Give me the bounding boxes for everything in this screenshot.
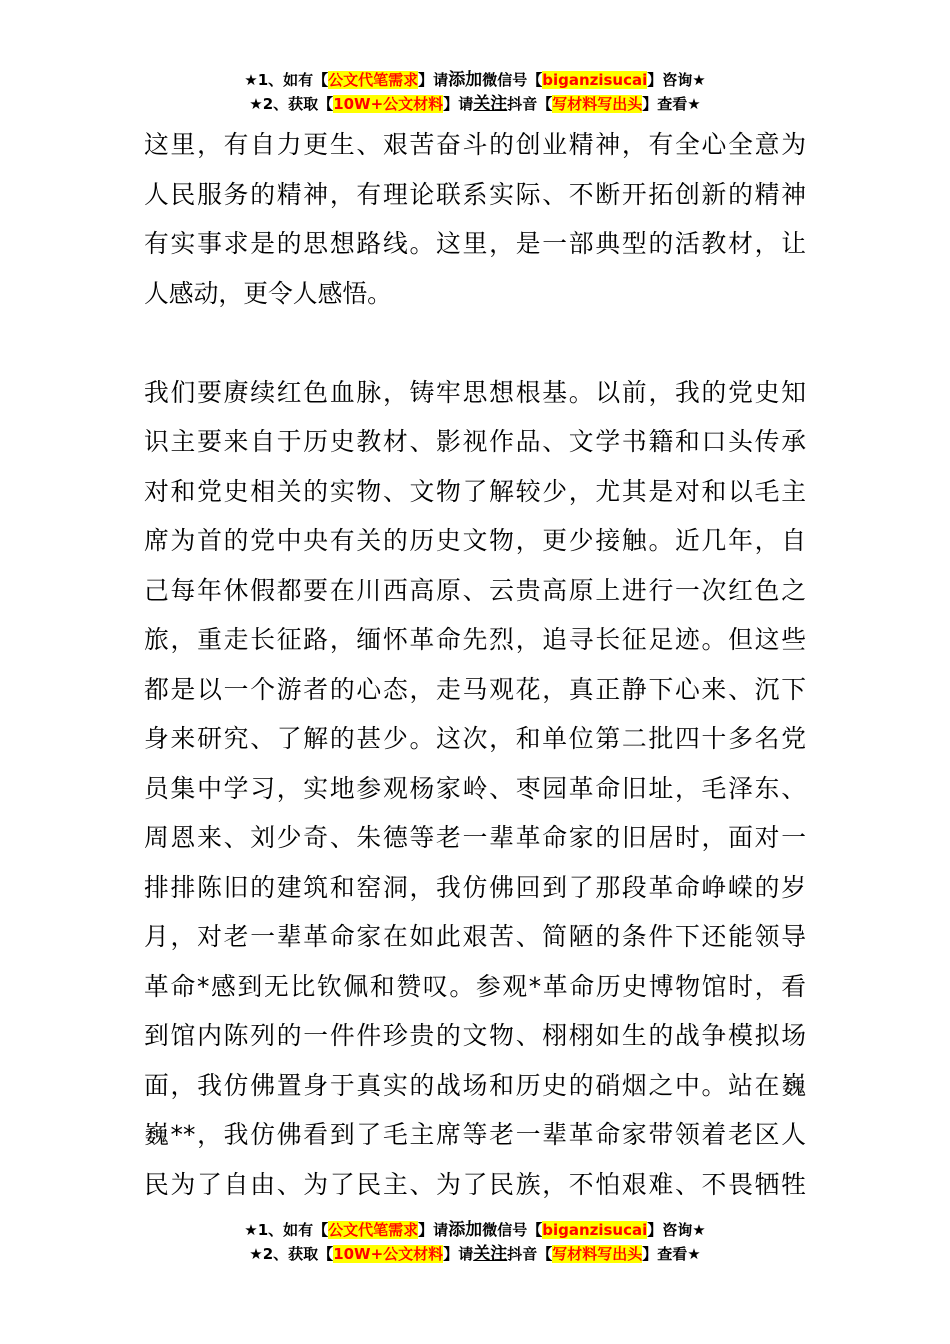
document-body: [144, 120, 806, 1209]
paragraph-gap: [144, 318, 806, 368]
footer-text: 】请: [443, 1245, 474, 1263]
text-line: 员集中学习，实地参观杨家岭、枣园革命旧址，毛泽东、: [144, 773, 806, 803]
footer-text: 】查看★: [642, 1245, 701, 1263]
paragraph-2: [144, 368, 806, 1210]
footer-text: ★2、获取【: [249, 1245, 334, 1263]
text-line: 旅，重走长征路，缅怀革命先烈，追寻长征足迹。但这些: [144, 625, 806, 654]
footer-text: 】咨询★: [647, 1221, 706, 1239]
text-line: 身来研究、了解的甚少。这次，和单位第二批四十多名党: [144, 724, 806, 753]
text-line: 人民服务的精神，有理论联系实际、不断开拓创新的精神: [144, 179, 806, 209]
header-text: ★2、获取【: [249, 95, 334, 113]
text-line: 到馆内陈列的一件件珍贵的文物、栩栩如生的战争模拟场: [144, 1021, 806, 1050]
footer-emphasis: 添加: [448, 1220, 483, 1240]
text-line: 民为了自由、为了民主、为了民族，不怕艰难、不畏牺牲: [144, 1169, 806, 1199]
header-emphasis: 添加: [448, 70, 483, 90]
footer-banner: [0, 1218, 950, 1266]
footer-text: ★1、如有【: [244, 1221, 329, 1239]
text-line: 己每年休假都要在川西高原、云贵高原上进行一次红色之: [144, 575, 806, 605]
footer-douyin-id: 写材料写出头: [552, 1245, 643, 1263]
header-line-1: [0, 68, 950, 92]
header-highlight: 10W+公文材料: [333, 95, 444, 113]
text-line: 我们要赓续红色血脉，铸牢思想根基。以前，我的党史知: [144, 377, 806, 407]
text-line: 这里，有自力更生、艰苦奋斗的创业精神，有全心全意为: [144, 130, 806, 159]
text-line: 席为首的党中央有关的历史文物，更少接触。近几年，自: [144, 526, 806, 555]
text-line: 面，我仿佛置身于真实的战场和历史的硝烟之中。站在巍: [144, 1070, 806, 1100]
text-line: 周恩来、刘少奇、朱德等老一辈革命家的旧居时，面对一: [144, 823, 806, 852]
header-text: 抖音【: [507, 95, 553, 113]
text-line: 排排陈旧的建筑和窑洞，我仿佛回到了那段革命峥嵘的岁: [144, 872, 806, 902]
text-line: 革命*感到无比钦佩和赞叹。参观*革命历史博物馆时，看: [144, 971, 806, 1001]
footer-highlight: 公文代笔需求: [328, 1221, 419, 1239]
text-line: 人感动，更令人感悟。: [144, 278, 392, 308]
footer-text: 抖音【: [507, 1245, 553, 1263]
header-text: 】请: [443, 95, 474, 113]
footer-text: 微信号【: [482, 1221, 543, 1239]
footer-emphasis: 关注: [473, 1244, 508, 1264]
footer-wechat-id: biganzisucai: [542, 1221, 648, 1239]
header-text: 微信号【: [482, 71, 543, 89]
header-wechat-id: biganzisucai: [542, 71, 648, 89]
header-highlight: 公文代笔需求: [328, 71, 419, 89]
footer-highlight: 10W+公文材料: [333, 1245, 444, 1263]
footer-text: 】请: [418, 1221, 449, 1239]
header-banner: [0, 68, 950, 116]
header-text: 】咨询★: [647, 71, 706, 89]
header-douyin-id: 写材料写出头: [552, 95, 643, 113]
text-line: 有实事求是的思想路线。这里，是一部典型的活教材，让: [144, 229, 806, 258]
text-line: 巍**，我仿佛看到了毛主席等老一辈革命家带领着老区人: [144, 1120, 806, 1149]
header-line-2: [0, 92, 950, 116]
paragraph-1: [144, 120, 806, 318]
header-text: ★1、如有【: [244, 71, 329, 89]
text-line: 识主要来自于历史教材、影视作品、文学书籍和口头传承: [144, 427, 806, 456]
header-emphasis: 关注: [473, 94, 508, 114]
text-line: 月，对老一辈革命家在如此艰苦、简陋的条件下还能领导: [144, 922, 806, 951]
text-line: 对和党史相关的实物、文物了解较少，尤其是对和以毛主: [144, 476, 806, 506]
header-text: 】查看★: [642, 95, 701, 113]
footer-line-1: [0, 1218, 950, 1242]
footer-line-2: [0, 1242, 950, 1266]
text-line: 都是以一个游者的心态，走马观花，真正静下心来、沉下: [144, 674, 806, 704]
header-text: 】请: [418, 71, 449, 89]
